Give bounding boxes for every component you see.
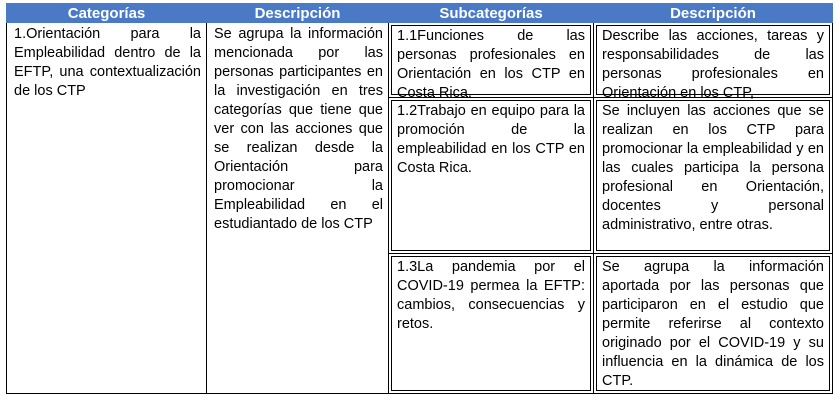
header-row xyxy=(7,4,833,23)
subcategory-cell xyxy=(389,23,594,101)
header-categorias: Categorías xyxy=(7,4,207,23)
subcategory-description-cell xyxy=(594,23,833,101)
subcategory-cell xyxy=(389,98,594,254)
subcategory-description-text: Describe las acciones, tareas y responsabilidades de las personas profesionales en Orientación en los CTP, xyxy=(596,25,830,95)
subcategory-text: 1.2Trabajo en equipo para la promoción de la empleabilidad en los CTP en Costa Rica. xyxy=(391,100,591,251)
subcategory-description-text: Se incluyen las acciones que se realizan en los CTP para promocionar la empleabilidad y en las cuales participa la persona profesional en Orientación, docentes y personal administrativo, entre otras. xyxy=(596,100,830,251)
subcategory-cell xyxy=(389,254,594,394)
subcategory-description-cell xyxy=(594,98,833,254)
header-subcategorias: Subcategorías xyxy=(389,4,594,23)
header-descripcion-1: Descripción xyxy=(207,4,389,23)
category-description-cell: Se agrupa la información mencionada por las personas participantes en la investigación en tres categorías que tiene que ver con las acciones que se realizan desde la Orientación para promocionar la Empleabilidad en el estudiantado de los CTP xyxy=(207,23,389,394)
subcategory-text: 1.1Funciones de las personas profesionales en Orientación en los CTP en Costa Rica. xyxy=(391,25,591,95)
header-descripcion-2: Descripción xyxy=(594,4,833,23)
subcategory-description-text: Se agrupa la información aportada por las personas que participaron en el estudio que permite referirse al contexto originado por el COVID-19 y su influencia en la dinámica de los CTP. xyxy=(596,256,830,391)
subcategory-description-cell xyxy=(594,254,833,394)
categories-table xyxy=(6,3,833,394)
subcategory-text: 1.3La pandemia por el COVID-19 permea la EFTP: cambios, consecuencias y retos. xyxy=(391,256,591,391)
category-cell: 1.Orientación para la Empleabilidad dentro de la EFTP, una contextualización de los CTP xyxy=(7,23,207,394)
table-row xyxy=(7,23,833,98)
